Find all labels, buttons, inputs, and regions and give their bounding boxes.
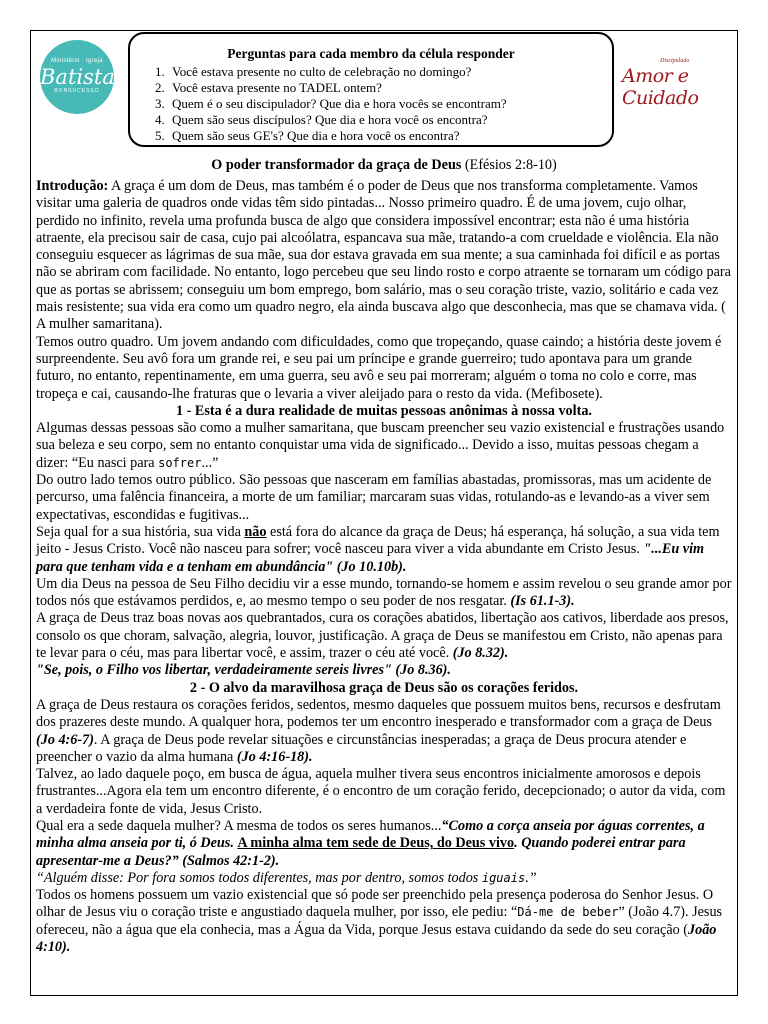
s2p5-ref: João 4:10). bbox=[36, 921, 717, 956]
section-2-paragraph-5 bbox=[36, 887, 732, 956]
intro-paragraph-2: Temos outro quadro. Um jovem andando com dificuldades, como que tropeçando, quase caindo; a história deste jovem é surpreendente. Seu avô fora um grande rei, e seu pai um príncipe e grande guerreiro; tudo apontava para um grande futuro, no entanto, repentinamente, em uma guerra, seu avô e seu pai morreram; alguém o toma no colo e corre, mas tropeça e cai, causando-lhe fraturas que o levaria a viver aleijado para o resto da vida. (Mefibosete). bbox=[36, 333, 722, 402]
s2p3-text: Qual era a sede daquela mulher? A mesma de todos os seres humanos... bbox=[36, 817, 442, 834]
s1p5-ref: (Jo 8.32). bbox=[452, 645, 509, 662]
section-1-paragraph-3 bbox=[36, 524, 732, 576]
section-2-paragraph-4 bbox=[36, 870, 732, 887]
discipleship-logo-big: Amor e Cuidado bbox=[622, 65, 699, 109]
s1p3-quote: "...Eu vim para que tenham vida e a tenham em abundância" (Jo 10.10b). bbox=[36, 541, 705, 575]
question-item: 3. Quem é o seu discipulador? Que dia e hora vocês se encontram? bbox=[168, 96, 612, 112]
section-1-paragraph-1 bbox=[36, 420, 732, 472]
s2p4-mono: iguais bbox=[481, 870, 526, 885]
church-logo bbox=[40, 40, 114, 114]
intro-text-1: A graça é um dom de Deus, mas também é o poder de Deus que nos transforma completamente. Vamos visitar uma galeria de quadros onde vidas têm sido pintadas... Nosso primeiro quadro. É de uma jovem, cujo olhar, perdido no infinito, revela uma profunda busca de algo que considera impossível encontrar; esta não é uma história atraente, ela precisou sair de casa, cujo pai alcoólatra, espancava sua mãe, tratando-a com crueldade e violência. Ela não conseguiu esquecer as lágrimas de sua mãe, sua dor estava gravada em sua mente; a sua caminhada foi difícil e as portas não se abriram com facilidade. No entanto, logo percebeu que seu lindo rosto e corpo atraente se tornaram um código para que as portas se abrissem; conseguiu um bom emprego, bom salário, mas o seu coração triste, vazio, solitário e cada vez mais resistente; sua vida era como um quadro negro, ela ainda buscava algo que desconhecia, mas que se chamava vida. ( A mulher samaritana). bbox=[36, 178, 731, 333]
s1p3-text-a: Seja qual for a sua história, sua vida bbox=[36, 523, 245, 540]
s1p1-end: ...” bbox=[201, 454, 219, 471]
s2p4-text: “Alguém disse: Por fora somos todos diferentes, mas por dentro, somos todos bbox=[36, 869, 482, 886]
title-text: O poder transformador da graça de Deus bbox=[211, 157, 462, 173]
s2p3-quote: “Como a corça anseia por águas correntes, a minha alma anseia por ti, ó Deus. bbox=[36, 817, 705, 852]
title-ref: Efésios 2:8-10 bbox=[469, 157, 553, 173]
section-1-title: 1 - Esta é a dura realidade de muitas pessoas anônimas à nossa volta. bbox=[176, 402, 592, 419]
s1p4-text: Um dia Deus na pessoa de Seu Filho decidiu vir a esse mundo, tornando-se homem e assim revelou o seu grande amor por todos nós que estávamos perdidos, e, ao mesmo tempo o seu poder de nos resgatar. bbox=[36, 575, 732, 610]
s2p5-text-b: ” (João 4.7). Jesus ofereceu, não a água que ela conhecia, mas a Água da Vida, porque Jesus estava cuidando da sede do seu coração ( bbox=[36, 904, 723, 938]
question-item: 5. Quem são seus GE's? Que dia e hora você os encontra? bbox=[168, 128, 612, 144]
s1p3-underline: não bbox=[244, 523, 267, 540]
s1p5-text: A graça de Deus traz boas novas aos quebrantados, cura os corações abatidos, libertação aos cativos, liberdade aos presos, consolo os que choram, salvação, alegria, louvor, justificação. A graça de Deus se manifestou em Cristo, não apenas para te levar para o céu, mas para libertar você, e assim, trazer o céu até você. bbox=[36, 610, 729, 662]
question-item: 1. Você estava presente no culto de celebração no domingo? bbox=[168, 64, 612, 80]
title-ref-open: ( bbox=[461, 157, 470, 173]
intro-paragraph-1 bbox=[36, 178, 732, 334]
section-2-paragraph-2: Talvez, ao lado daquele poço, em busca de água, aquela mulher tivera seus encontros inicialmente amorosos e depois frustrantes...Agora ela tem um encontro diferente, é o encontro de um coração ferido, decepcionado; o autor da vida, com a verdadeira fonte de vida, Jesus Cristo. bbox=[36, 766, 726, 817]
s2p3-quote-end: . Quando poderei entrar para apresentar-me a Deus?” bbox=[36, 835, 686, 869]
s1p3-text-b: está fora do alcance da graça de Deus; há esperança, há solução, a sua vida tem jeito - Jesus Cristo. Você não nasceu para sofrer; você nasceu para viver a vida abundante em Cristo Jesus. bbox=[36, 523, 720, 558]
title-ref-close: ) bbox=[552, 157, 557, 173]
church-logo-line1: Ministério · Igreja bbox=[51, 58, 103, 64]
s2p3-underline: A minha alma tem sede de Deus, do Deus vivo bbox=[237, 835, 515, 852]
question-item: 2. Você estava presente no TADEL ontem? bbox=[168, 80, 612, 96]
section-1-paragraph-5 bbox=[36, 610, 732, 662]
section-1-paragraph-6: "Se, pois, o Filho vos libertar, verdadeiramente sereis livres" (Jo 8.36). bbox=[36, 662, 451, 679]
questions-list bbox=[130, 64, 612, 144]
section-2-paragraph-3 bbox=[36, 818, 732, 870]
s2p1-ref-2: (Jo 4:16-18). bbox=[236, 748, 313, 765]
questions-title: Perguntas para cada membro da célula responder bbox=[227, 46, 515, 61]
s2p3-ref: (Salmos 42:1-2). bbox=[178, 852, 280, 869]
s2p5-mono: Dá-me de beber bbox=[517, 905, 619, 920]
s2p4-end: .” bbox=[525, 869, 537, 886]
document-title bbox=[30, 157, 738, 174]
church-logo-line3: BONSUCESSO bbox=[54, 88, 100, 94]
section-1-paragraph-4 bbox=[36, 576, 732, 611]
section-2-paragraph-1 bbox=[36, 697, 732, 766]
s1p4-ref: (Is 61.1-3). bbox=[510, 593, 575, 610]
s2p1-text-a: A graça de Deus restaura os corações feridos, sedentos, mesmo daqueles que possuem muitos bens, recursos e desfrutam dos prazeres deste mundo. A qualquer hora, podemos ter um encontro inesperado e transformador com a graça de Deus bbox=[36, 696, 721, 731]
intro-label: Introdução: bbox=[36, 178, 109, 194]
discipleship-logo bbox=[620, 58, 732, 109]
church-logo-line2: Batista bbox=[40, 65, 115, 89]
discipleship-logo-small: Discipulado bbox=[660, 58, 690, 64]
s1p1-mono: sofrer bbox=[158, 455, 202, 470]
s2p1-ref-1: (Jo 4:6-7) bbox=[36, 731, 94, 748]
questions-box bbox=[128, 32, 614, 147]
section-1-paragraph-2: Do outro lado temos outro público. São pessoas que nasceram em famílias abastadas, promissoras, mas um acidente de percurso, uma falência financeira, a morte de um familiar; marcaram suas vidas, rotulando-as e levando-as a viver sem expectativas, escondidas e fugitivas... bbox=[36, 472, 712, 523]
question-item: 4. Quem são seus discípulos? Que dia e hora você os encontra? bbox=[168, 112, 612, 128]
s2p5-text-a: Todos os homens possuem um vazio existencial que só pode ser preenchido pela presença poderosa do Senhor Jesus. O olhar de Jesus viu o coração triste e angustiado daquela mulher, por isso, ele pediu: “ bbox=[36, 887, 714, 921]
document-body bbox=[36, 178, 732, 956]
section-2-title: 2 - O alvo da maravilhosa graça de Deus são os corações feridos. bbox=[189, 679, 579, 696]
s2p1-text-b: . A graça de Deus pode revelar situações e circunstâncias inesperadas; a graça de Deus procura atender e preencher o vazio da alma humana bbox=[36, 731, 687, 765]
s1p1-text: Algumas dessas pessoas são como a mulher samaritana, que buscam preencher seu vazio existencial e frustrações usando sua beleza e seu corpo, sem no entanto conquistar uma vida de significado... Devido a isso, muitas pessoas chegam a dizer: “Eu nasci para bbox=[36, 420, 725, 471]
